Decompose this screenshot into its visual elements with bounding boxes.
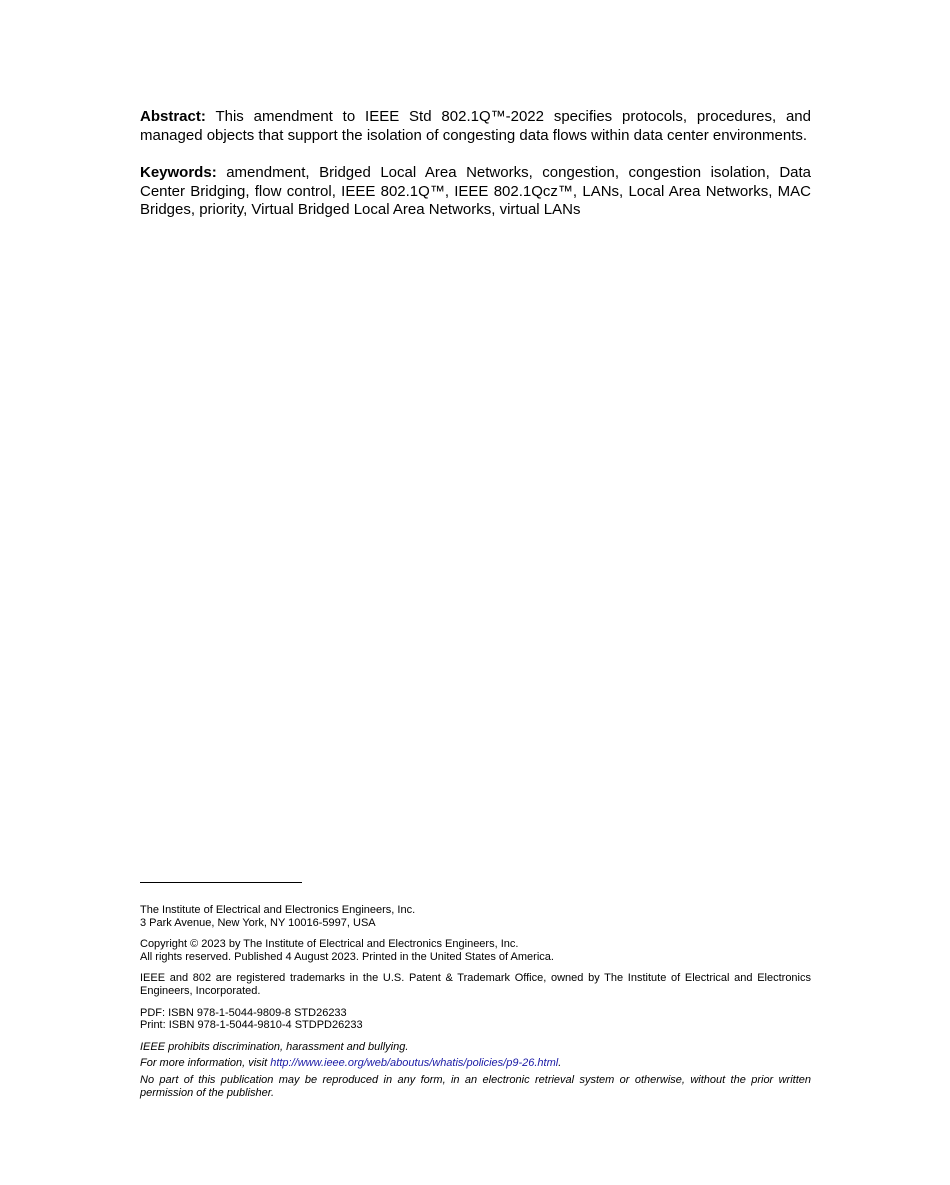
publisher-footer	[140, 882, 811, 1099]
policy-link[interactable]: http://www.ieee.org/web/aboutus/whatis/policies/p9-26.html	[270, 1057, 559, 1070]
more-info-suffix: .	[558, 1057, 562, 1070]
trademark-notice: IEEE and 802 are registered trademarks in the U.S. Patent & Trademark Office, owned by The Institute of Electrical and Electronics Engineers, Incorporated.	[140, 972, 811, 997]
print-isbn: Print: ISBN 978-1-5044-9810-4 STDPD26233	[140, 1019, 363, 1032]
institute-block	[140, 904, 811, 929]
institute-address: 3 Park Avenue, New York, NY 10016-5997, USA	[140, 916, 376, 929]
copyright-line: Copyright © 2023 by The Institute of Electrical and Electronics Engineers, Inc.	[140, 938, 519, 951]
keywords-text: amendment, Bridged Local Area Networks, congestion, congestion isolation, Data Center Bridging, flow control, IEEE 802.1Q™, IEEE 802.1Qcz™, LANs, Local Area Networks, MAC Bridges, priority, Virtual Bridged Local Area Networks, virtual LANs	[140, 164, 812, 218]
discrimination-notice: IEEE prohibits discrimination, harassment and bullying.	[140, 1040, 409, 1053]
copyright-block	[140, 938, 811, 963]
abstract-text: This amendment to IEEE Std 802.1Q™-2022 specifies protocols, procedures, and managed objects that support the isolation of congesting data flows within data center environments.	[140, 108, 811, 144]
isbn-block	[140, 1007, 811, 1032]
keywords-label: Keywords:	[140, 164, 217, 181]
abstract-paragraph	[140, 108, 811, 145]
rights-line: All rights reserved. Published 4 August 2023. Printed in the United States of America.	[140, 950, 554, 963]
more-info-line	[140, 1057, 811, 1070]
footnote-rule	[140, 882, 302, 883]
keywords-paragraph	[140, 164, 811, 220]
front-matter-body	[140, 108, 811, 220]
pdf-isbn: PDF: ISBN 978-1-5044-9809-8 STD26233	[140, 1006, 347, 1019]
more-info-prefix: For more information, visit	[140, 1057, 271, 1070]
reproduction-notice: No part of this publication may be reproduced in any form, in an electronic retrieval system or otherwise, without the prior written permission of the publisher.	[140, 1073, 811, 1099]
institute-name: The Institute of Electrical and Electronics Engineers, Inc.	[140, 904, 416, 916]
abstract-label: Abstract:	[140, 108, 206, 125]
